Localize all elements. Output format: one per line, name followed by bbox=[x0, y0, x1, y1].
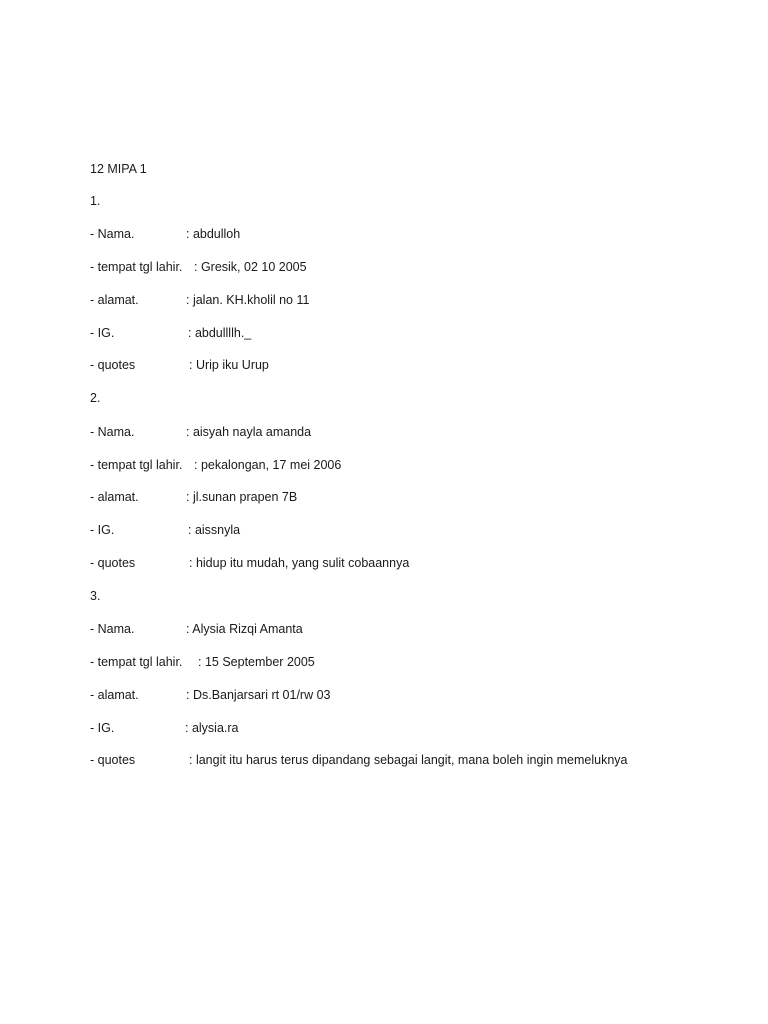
field-value: : hidup itu mudah, yang sulit cobaannya bbox=[189, 556, 410, 570]
field-label: - tempat tgl lahir. bbox=[90, 655, 183, 669]
field-label: - IG. bbox=[90, 523, 115, 537]
field-row-quotes bbox=[90, 752, 750, 768]
field-label: - tempat tgl lahir. bbox=[90, 458, 183, 472]
field-value: : langit itu harus terus dipandang sebagai langit, mana boleh ingin memeluknya bbox=[189, 753, 628, 767]
field-row-nama bbox=[90, 621, 730, 637]
field-row-ig bbox=[90, 522, 730, 538]
field-label: - tempat tgl lahir. bbox=[90, 260, 183, 274]
field-value: : jalan. KH.kholil no 11 bbox=[186, 293, 310, 307]
field-row-ig bbox=[90, 325, 730, 341]
field-label: - quotes bbox=[90, 358, 136, 372]
field-label: - alamat. bbox=[90, 688, 139, 702]
field-label: - quotes bbox=[90, 753, 136, 767]
field-value: : Alysia Rizqi Amanta bbox=[186, 622, 303, 636]
field-value: : aissnyla bbox=[188, 523, 241, 537]
entry-number: 1. bbox=[90, 194, 101, 208]
field-row-quotes bbox=[90, 357, 730, 373]
field-row-nama bbox=[90, 424, 730, 440]
field-label: - IG. bbox=[90, 326, 115, 340]
field-row-ig bbox=[90, 720, 730, 736]
field-value: : Urip iku Urup bbox=[189, 358, 269, 372]
field-row-ttl bbox=[90, 457, 730, 473]
entry-number: 3. bbox=[90, 589, 101, 603]
field-row-quotes bbox=[90, 555, 730, 571]
field-row-alamat bbox=[90, 489, 730, 505]
field-value: : 15 September 2005 bbox=[198, 655, 315, 669]
field-label: - alamat. bbox=[90, 293, 139, 307]
field-row-alamat bbox=[90, 292, 730, 308]
field-value: : jl.sunan prapen 7B bbox=[186, 490, 298, 504]
class-title: 12 MIPA 1 bbox=[90, 162, 147, 176]
field-label: - Nama. bbox=[90, 622, 135, 636]
field-row-alamat bbox=[90, 687, 730, 703]
field-label: - alamat. bbox=[90, 490, 139, 504]
entry-number: 2. bbox=[90, 391, 101, 405]
field-value: : abdulloh bbox=[186, 227, 241, 241]
field-value: : Ds.Banjarsari rt 01/rw 03 bbox=[186, 688, 331, 702]
field-value: : alysia.ra bbox=[185, 721, 239, 735]
field-row-ttl bbox=[90, 654, 730, 670]
field-row-nama bbox=[90, 226, 730, 242]
field-label: - Nama. bbox=[90, 227, 135, 241]
field-label: - quotes bbox=[90, 556, 136, 570]
field-value: : abdullllh._ bbox=[188, 326, 252, 340]
field-label: - IG. bbox=[90, 721, 115, 735]
field-label: - Nama. bbox=[90, 425, 135, 439]
field-row-ttl bbox=[90, 259, 730, 275]
field-value: : Gresik, 02 10 2005 bbox=[194, 260, 307, 274]
field-value: : aisyah nayla amanda bbox=[186, 425, 312, 439]
field-value: : pekalongan, 17 mei 2006 bbox=[194, 458, 342, 472]
